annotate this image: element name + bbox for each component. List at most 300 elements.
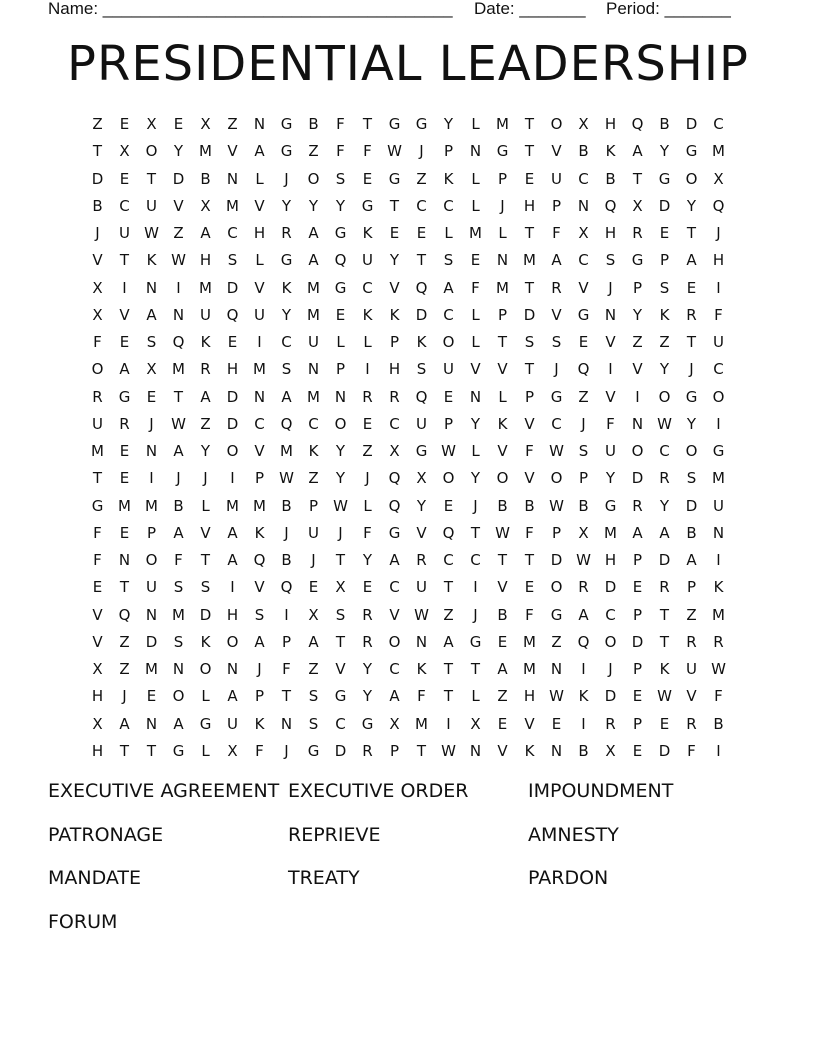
grid-letter[interactable]: T <box>281 687 292 706</box>
grid-letter[interactable]: R <box>281 224 292 243</box>
grid-letter[interactable]: U <box>605 442 616 461</box>
grid-letter[interactable]: W <box>387 142 402 161</box>
grid-letter[interactable]: W <box>711 660 726 679</box>
grid-letter[interactable]: I <box>716 741 721 760</box>
grid-letter[interactable]: D <box>334 741 347 760</box>
grid-letter[interactable]: A <box>308 251 319 270</box>
grid-letter[interactable]: O <box>685 442 698 461</box>
grid-letter[interactable]: Z <box>119 660 130 679</box>
grid-letter[interactable]: V <box>524 414 535 433</box>
grid-letter[interactable]: B <box>200 169 211 188</box>
grid-letter[interactable]: S <box>227 251 238 270</box>
grid-letter[interactable]: N <box>145 605 158 624</box>
grid-letter[interactable]: A <box>443 278 454 297</box>
grid-letter[interactable]: G <box>361 714 374 733</box>
grid-letter[interactable]: R <box>362 632 373 651</box>
grid-letter[interactable]: K <box>200 632 211 651</box>
grid-letter[interactable]: G <box>550 605 563 624</box>
grid-letter[interactable]: V <box>497 741 508 760</box>
grid-letter[interactable]: Y <box>470 469 481 488</box>
grid-letter[interactable]: Y <box>281 305 292 324</box>
grid-letter[interactable]: X <box>389 442 400 461</box>
grid-letter[interactable]: M <box>172 605 185 624</box>
grid-letter[interactable]: N <box>226 169 239 188</box>
grid-letter[interactable]: L <box>471 442 480 461</box>
grid-letter[interactable]: F <box>552 224 561 243</box>
grid-letter[interactable]: J <box>608 660 613 679</box>
grid-letter[interactable]: G <box>685 387 698 406</box>
grid-letter[interactable]: Q <box>226 305 239 324</box>
grid-letter[interactable]: A <box>308 632 319 651</box>
grid-letter[interactable]: P <box>632 278 643 297</box>
grid-letter[interactable]: V <box>686 687 697 706</box>
grid-letter[interactable]: R <box>416 551 427 570</box>
grid-letter[interactable]: E <box>578 333 589 352</box>
grid-letter[interactable]: L <box>201 741 210 760</box>
grid-letter[interactable]: X <box>92 660 103 679</box>
grid-letter[interactable]: C <box>578 169 589 188</box>
grid-letter[interactable]: V <box>254 278 265 297</box>
grid-letter[interactable]: T <box>443 578 454 597</box>
grid-letter[interactable]: H <box>604 224 617 243</box>
grid-letter[interactable]: T <box>389 196 400 215</box>
grid-letter[interactable]: U <box>713 496 724 515</box>
grid-letter[interactable]: Y <box>632 305 643 324</box>
grid-letter[interactable]: N <box>145 442 158 461</box>
grid-letter[interactable]: K <box>254 523 265 542</box>
grid-letter[interactable]: D <box>226 387 239 406</box>
grid-letter[interactable]: F <box>417 687 426 706</box>
grid-letter[interactable]: E <box>497 714 508 733</box>
grid-letter[interactable]: I <box>176 278 181 297</box>
grid-letter[interactable]: J <box>284 741 289 760</box>
grid-letter[interactable]: G <box>334 687 347 706</box>
grid-letter[interactable]: C <box>443 551 454 570</box>
grid-letter[interactable]: R <box>632 496 643 515</box>
grid-letter[interactable]: J <box>95 224 100 243</box>
grid-letter[interactable]: B <box>92 196 103 215</box>
grid-letter[interactable]: O <box>550 115 563 134</box>
grid-letter[interactable]: Q <box>118 605 131 624</box>
grid-letter[interactable]: E <box>362 169 373 188</box>
grid-letter[interactable]: E <box>362 414 373 433</box>
grid-letter[interactable]: N <box>550 660 563 679</box>
grid-letter[interactable]: Q <box>631 115 644 134</box>
grid-letter[interactable]: N <box>631 414 644 433</box>
grid-letter[interactable]: S <box>605 251 616 270</box>
grid-letter[interactable]: F <box>93 523 102 542</box>
grid-letter[interactable]: K <box>200 333 211 352</box>
grid-letter[interactable]: T <box>92 469 103 488</box>
grid-letter[interactable]: O <box>334 414 347 433</box>
grid-letter[interactable]: E <box>497 632 508 651</box>
grid-letter[interactable]: X <box>470 714 481 733</box>
grid-letter[interactable]: Y <box>389 251 400 270</box>
grid-letter[interactable]: F <box>687 741 696 760</box>
grid-letter[interactable]: A <box>632 523 643 542</box>
grid-letter[interactable]: U <box>416 578 427 597</box>
grid-letter[interactable]: X <box>416 469 427 488</box>
grid-letter[interactable]: E <box>119 169 130 188</box>
grid-letter[interactable]: W <box>414 605 429 624</box>
grid-letter[interactable]: L <box>471 687 480 706</box>
grid-letter[interactable]: V <box>335 660 346 679</box>
grid-letter[interactable]: Y <box>281 196 292 215</box>
grid-letter[interactable]: F <box>336 142 345 161</box>
grid-letter[interactable]: I <box>581 714 586 733</box>
grid-letter[interactable]: U <box>146 578 157 597</box>
grid-letter[interactable]: L <box>471 169 480 188</box>
grid-letter[interactable]: V <box>227 142 238 161</box>
grid-letter[interactable]: O <box>631 442 644 461</box>
grid-letter[interactable]: J <box>608 278 613 297</box>
grid-letter[interactable]: M <box>496 278 509 297</box>
grid-letter[interactable]: W <box>171 414 186 433</box>
grid-letter[interactable]: Q <box>442 523 455 542</box>
grid-letter[interactable]: U <box>308 523 319 542</box>
grid-letter[interactable]: N <box>469 387 482 406</box>
grid-letter[interactable]: R <box>92 387 103 406</box>
grid-letter[interactable]: D <box>631 469 644 488</box>
grid-letter[interactable]: I <box>257 333 262 352</box>
grid-letter[interactable]: Z <box>173 224 184 243</box>
grid-letter[interactable]: Y <box>659 142 670 161</box>
grid-letter[interactable]: O <box>145 551 158 570</box>
grid-letter[interactable]: Z <box>578 387 589 406</box>
grid-letter[interactable]: V <box>92 251 103 270</box>
grid-letter[interactable]: E <box>632 687 643 706</box>
grid-letter[interactable]: V <box>254 196 265 215</box>
grid-letter[interactable]: J <box>284 523 289 542</box>
grid-letter[interactable]: J <box>473 496 478 515</box>
grid-letter[interactable]: X <box>578 523 589 542</box>
grid-letter[interactable]: X <box>632 196 643 215</box>
grid-letter[interactable]: I <box>581 660 586 679</box>
grid-letter[interactable]: R <box>119 414 130 433</box>
grid-letter[interactable]: P <box>686 578 697 597</box>
grid-letter[interactable]: L <box>471 196 480 215</box>
grid-letter[interactable]: Y <box>362 660 373 679</box>
grid-letter[interactable]: J <box>176 469 181 488</box>
grid-letter[interactable]: S <box>281 360 292 379</box>
grid-letter[interactable]: E <box>119 523 130 542</box>
grid-letter[interactable]: F <box>174 551 183 570</box>
grid-letter[interactable]: T <box>686 224 697 243</box>
grid-letter[interactable]: K <box>281 278 292 297</box>
grid-letter[interactable]: Y <box>686 414 697 433</box>
grid-letter[interactable]: N <box>415 632 428 651</box>
grid-letter[interactable]: D <box>91 169 104 188</box>
grid-letter[interactable]: L <box>201 496 210 515</box>
grid-letter[interactable]: W <box>144 224 159 243</box>
grid-letter[interactable]: A <box>443 632 454 651</box>
grid-letter[interactable]: E <box>632 578 643 597</box>
grid-letter[interactable]: E <box>659 714 670 733</box>
grid-letter[interactable]: K <box>659 305 670 324</box>
grid-letter[interactable]: T <box>362 115 373 134</box>
grid-letter[interactable]: U <box>308 333 319 352</box>
grid-letter[interactable]: T <box>119 251 130 270</box>
grid-letter[interactable]: K <box>416 333 427 352</box>
grid-letter[interactable]: E <box>443 387 454 406</box>
grid-letter[interactable]: F <box>525 523 534 542</box>
grid-letter[interactable]: B <box>281 496 292 515</box>
grid-letter[interactable]: A <box>200 387 211 406</box>
grid-letter[interactable]: N <box>253 115 266 134</box>
grid-letter[interactable]: L <box>363 333 372 352</box>
grid-letter[interactable]: Z <box>308 142 319 161</box>
grid-letter[interactable]: N <box>280 714 293 733</box>
grid-letter[interactable]: O <box>226 632 239 651</box>
grid-letter[interactable]: X <box>389 714 400 733</box>
grid-letter[interactable]: S <box>416 360 427 379</box>
grid-letter[interactable]: C <box>470 551 481 570</box>
grid-letter[interactable]: A <box>686 251 697 270</box>
grid-letter[interactable]: U <box>713 333 724 352</box>
grid-letter[interactable]: U <box>92 414 103 433</box>
grid-letter[interactable]: B <box>578 741 589 760</box>
period-field[interactable]: Period: _______ <box>606 0 731 18</box>
grid-letter[interactable]: J <box>311 551 316 570</box>
grid-letter[interactable]: C <box>659 442 670 461</box>
grid-letter[interactable]: I <box>122 278 127 297</box>
grid-letter[interactable]: W <box>441 741 456 760</box>
grid-letter[interactable]: U <box>551 169 562 188</box>
grid-letter[interactable]: A <box>632 142 643 161</box>
grid-letter[interactable]: E <box>146 387 157 406</box>
grid-letter[interactable]: T <box>524 224 535 243</box>
grid-letter[interactable]: H <box>523 687 536 706</box>
grid-letter[interactable]: Q <box>415 278 428 297</box>
grid-letter[interactable]: I <box>716 414 721 433</box>
grid-letter[interactable]: Y <box>173 142 184 161</box>
grid-letter[interactable]: C <box>443 305 454 324</box>
grid-letter[interactable]: C <box>308 414 319 433</box>
grid-letter[interactable]: S <box>308 714 319 733</box>
grid-letter[interactable]: Y <box>335 469 346 488</box>
grid-letter[interactable]: E <box>389 224 400 243</box>
grid-letter[interactable]: P <box>659 251 670 270</box>
grid-letter[interactable]: O <box>685 169 698 188</box>
grid-letter[interactable]: F <box>525 605 534 624</box>
grid-letter[interactable]: M <box>523 632 536 651</box>
grid-letter[interactable]: S <box>335 169 346 188</box>
grid-letter[interactable]: Z <box>200 414 211 433</box>
grid-letter[interactable]: F <box>525 442 534 461</box>
grid-letter[interactable]: L <box>255 251 264 270</box>
grid-letter[interactable]: V <box>497 442 508 461</box>
grid-letter[interactable]: M <box>307 387 320 406</box>
grid-letter[interactable]: H <box>226 605 239 624</box>
grid-letter[interactable]: F <box>471 278 480 297</box>
grid-letter[interactable]: Y <box>659 360 670 379</box>
grid-letter[interactable]: W <box>549 442 564 461</box>
grid-letter[interactable]: U <box>227 714 238 733</box>
grid-letter[interactable]: S <box>173 578 184 597</box>
grid-letter[interactable]: P <box>389 333 400 352</box>
grid-letter[interactable]: G <box>388 115 401 134</box>
date-field[interactable]: Date: _______ <box>474 0 586 18</box>
grid-letter[interactable]: X <box>227 741 238 760</box>
grid-letter[interactable]: C <box>362 278 373 297</box>
grid-letter[interactable]: D <box>523 305 536 324</box>
grid-letter[interactable]: R <box>659 578 670 597</box>
grid-letter[interactable]: K <box>362 305 373 324</box>
grid-letter[interactable]: M <box>307 278 320 297</box>
grid-letter[interactable]: N <box>253 387 266 406</box>
grid-letter[interactable]: O <box>442 469 455 488</box>
grid-letter[interactable]: M <box>118 496 131 515</box>
grid-letter[interactable]: U <box>416 414 427 433</box>
grid-letter[interactable]: T <box>659 605 670 624</box>
grid-letter[interactable]: W <box>576 551 591 570</box>
grid-letter[interactable]: V <box>470 360 481 379</box>
grid-letter[interactable]: M <box>415 714 428 733</box>
grid-letter[interactable]: N <box>118 551 131 570</box>
grid-letter[interactable]: R <box>362 387 373 406</box>
grid-letter[interactable]: A <box>659 523 670 542</box>
grid-letter[interactable]: H <box>91 687 104 706</box>
grid-letter[interactable]: N <box>307 360 320 379</box>
grid-letter[interactable]: G <box>388 523 401 542</box>
grid-letter[interactable]: X <box>92 278 103 297</box>
grid-letter[interactable]: G <box>685 142 698 161</box>
grid-letter[interactable]: L <box>471 305 480 324</box>
grid-letter[interactable]: Z <box>632 333 643 352</box>
grid-letter[interactable]: B <box>713 714 724 733</box>
grid-letter[interactable]: E <box>632 741 643 760</box>
grid-letter[interactable]: O <box>604 632 617 651</box>
grid-letter[interactable]: T <box>443 687 454 706</box>
grid-letter[interactable]: S <box>173 632 184 651</box>
grid-letter[interactable]: G <box>469 632 482 651</box>
grid-letter[interactable]: T <box>497 333 508 352</box>
grid-letter[interactable]: A <box>119 360 130 379</box>
grid-letter[interactable]: O <box>199 660 212 679</box>
grid-letter[interactable]: E <box>551 714 562 733</box>
grid-letter[interactable]: P <box>443 142 454 161</box>
grid-letter[interactable]: S <box>308 687 319 706</box>
grid-letter[interactable]: E <box>227 333 238 352</box>
grid-letter[interactable]: A <box>227 687 238 706</box>
grid-letter[interactable]: Z <box>551 632 562 651</box>
grid-letter[interactable]: I <box>635 387 640 406</box>
grid-letter[interactable]: J <box>365 469 370 488</box>
grid-letter[interactable]: P <box>254 687 265 706</box>
grid-letter[interactable]: K <box>443 169 454 188</box>
grid-letter[interactable]: T <box>524 551 535 570</box>
grid-letter[interactable]: C <box>389 414 400 433</box>
grid-letter[interactable]: D <box>145 632 158 651</box>
grid-letter[interactable]: U <box>119 224 130 243</box>
grid-letter[interactable]: N <box>604 305 617 324</box>
grid-letter[interactable]: E <box>416 224 427 243</box>
grid-letter[interactable]: W <box>549 496 564 515</box>
grid-letter[interactable]: E <box>119 442 130 461</box>
grid-letter[interactable]: H <box>604 551 617 570</box>
grid-letter[interactable]: T <box>524 115 535 134</box>
grid-letter[interactable]: K <box>389 305 400 324</box>
grid-letter[interactable]: U <box>686 660 697 679</box>
grid-letter[interactable]: Y <box>470 414 481 433</box>
grid-letter[interactable]: Z <box>416 169 427 188</box>
grid-letter[interactable]: N <box>577 196 590 215</box>
grid-letter[interactable]: Y <box>335 196 346 215</box>
grid-letter[interactable]: O <box>658 387 671 406</box>
grid-letter[interactable]: L <box>444 224 453 243</box>
grid-letter[interactable]: T <box>335 632 346 651</box>
grid-letter[interactable]: J <box>284 169 289 188</box>
grid-letter[interactable]: L <box>336 333 345 352</box>
grid-letter[interactable]: A <box>119 714 130 733</box>
grid-letter[interactable]: K <box>713 578 724 597</box>
grid-letter[interactable]: C <box>443 196 454 215</box>
grid-letter[interactable]: P <box>551 523 562 542</box>
grid-letter[interactable]: N <box>172 660 185 679</box>
grid-letter[interactable]: Q <box>577 360 590 379</box>
grid-letter[interactable]: F <box>282 660 291 679</box>
grid-letter[interactable]: V <box>497 360 508 379</box>
grid-letter[interactable]: X <box>578 224 589 243</box>
grid-letter[interactable]: P <box>389 741 400 760</box>
grid-letter[interactable]: C <box>389 660 400 679</box>
grid-letter[interactable]: V <box>119 305 130 324</box>
grid-letter[interactable]: V <box>551 142 562 161</box>
grid-letter[interactable]: P <box>308 496 319 515</box>
grid-letter[interactable]: S <box>200 578 211 597</box>
grid-letter[interactable]: O <box>307 169 320 188</box>
grid-letter[interactable]: M <box>226 496 239 515</box>
grid-letter[interactable]: V <box>173 196 184 215</box>
grid-letter[interactable]: G <box>415 115 428 134</box>
grid-letter[interactable]: A <box>497 660 508 679</box>
grid-letter[interactable]: A <box>227 551 238 570</box>
grid-letter[interactable]: D <box>604 687 617 706</box>
grid-letter[interactable]: V <box>416 523 427 542</box>
grid-letter[interactable]: J <box>419 142 424 161</box>
grid-letter[interactable]: T <box>524 278 535 297</box>
grid-letter[interactable]: T <box>200 551 211 570</box>
grid-letter[interactable]: Z <box>308 660 319 679</box>
grid-letter[interactable]: Z <box>308 469 319 488</box>
grid-letter[interactable]: K <box>362 224 373 243</box>
grid-letter[interactable]: A <box>389 551 400 570</box>
grid-letter[interactable]: R <box>713 632 724 651</box>
grid-letter[interactable]: V <box>92 632 103 651</box>
grid-letter[interactable]: T <box>632 169 643 188</box>
grid-letter[interactable]: J <box>689 360 694 379</box>
grid-letter[interactable]: E <box>173 115 184 134</box>
grid-letter[interactable]: O <box>442 333 455 352</box>
grid-letter[interactable]: G <box>334 224 347 243</box>
grid-letter[interactable]: G <box>550 387 563 406</box>
grid-letter[interactable]: H <box>523 196 536 215</box>
grid-letter[interactable]: O <box>226 442 239 461</box>
grid-letter[interactable]: L <box>471 333 480 352</box>
grid-letter[interactable]: X <box>578 115 589 134</box>
grid-letter[interactable]: P <box>632 605 643 624</box>
grid-letter[interactable]: O <box>712 387 725 406</box>
grid-letter[interactable]: T <box>524 360 535 379</box>
grid-letter[interactable]: C <box>281 333 292 352</box>
grid-letter[interactable]: S <box>551 333 562 352</box>
grid-letter[interactable]: I <box>230 469 235 488</box>
grid-letter[interactable]: E <box>524 578 535 597</box>
grid-letter[interactable]: C <box>713 115 724 134</box>
grid-letter[interactable]: K <box>578 687 589 706</box>
grid-letter[interactable]: R <box>632 224 643 243</box>
grid-letter[interactable]: D <box>685 115 698 134</box>
